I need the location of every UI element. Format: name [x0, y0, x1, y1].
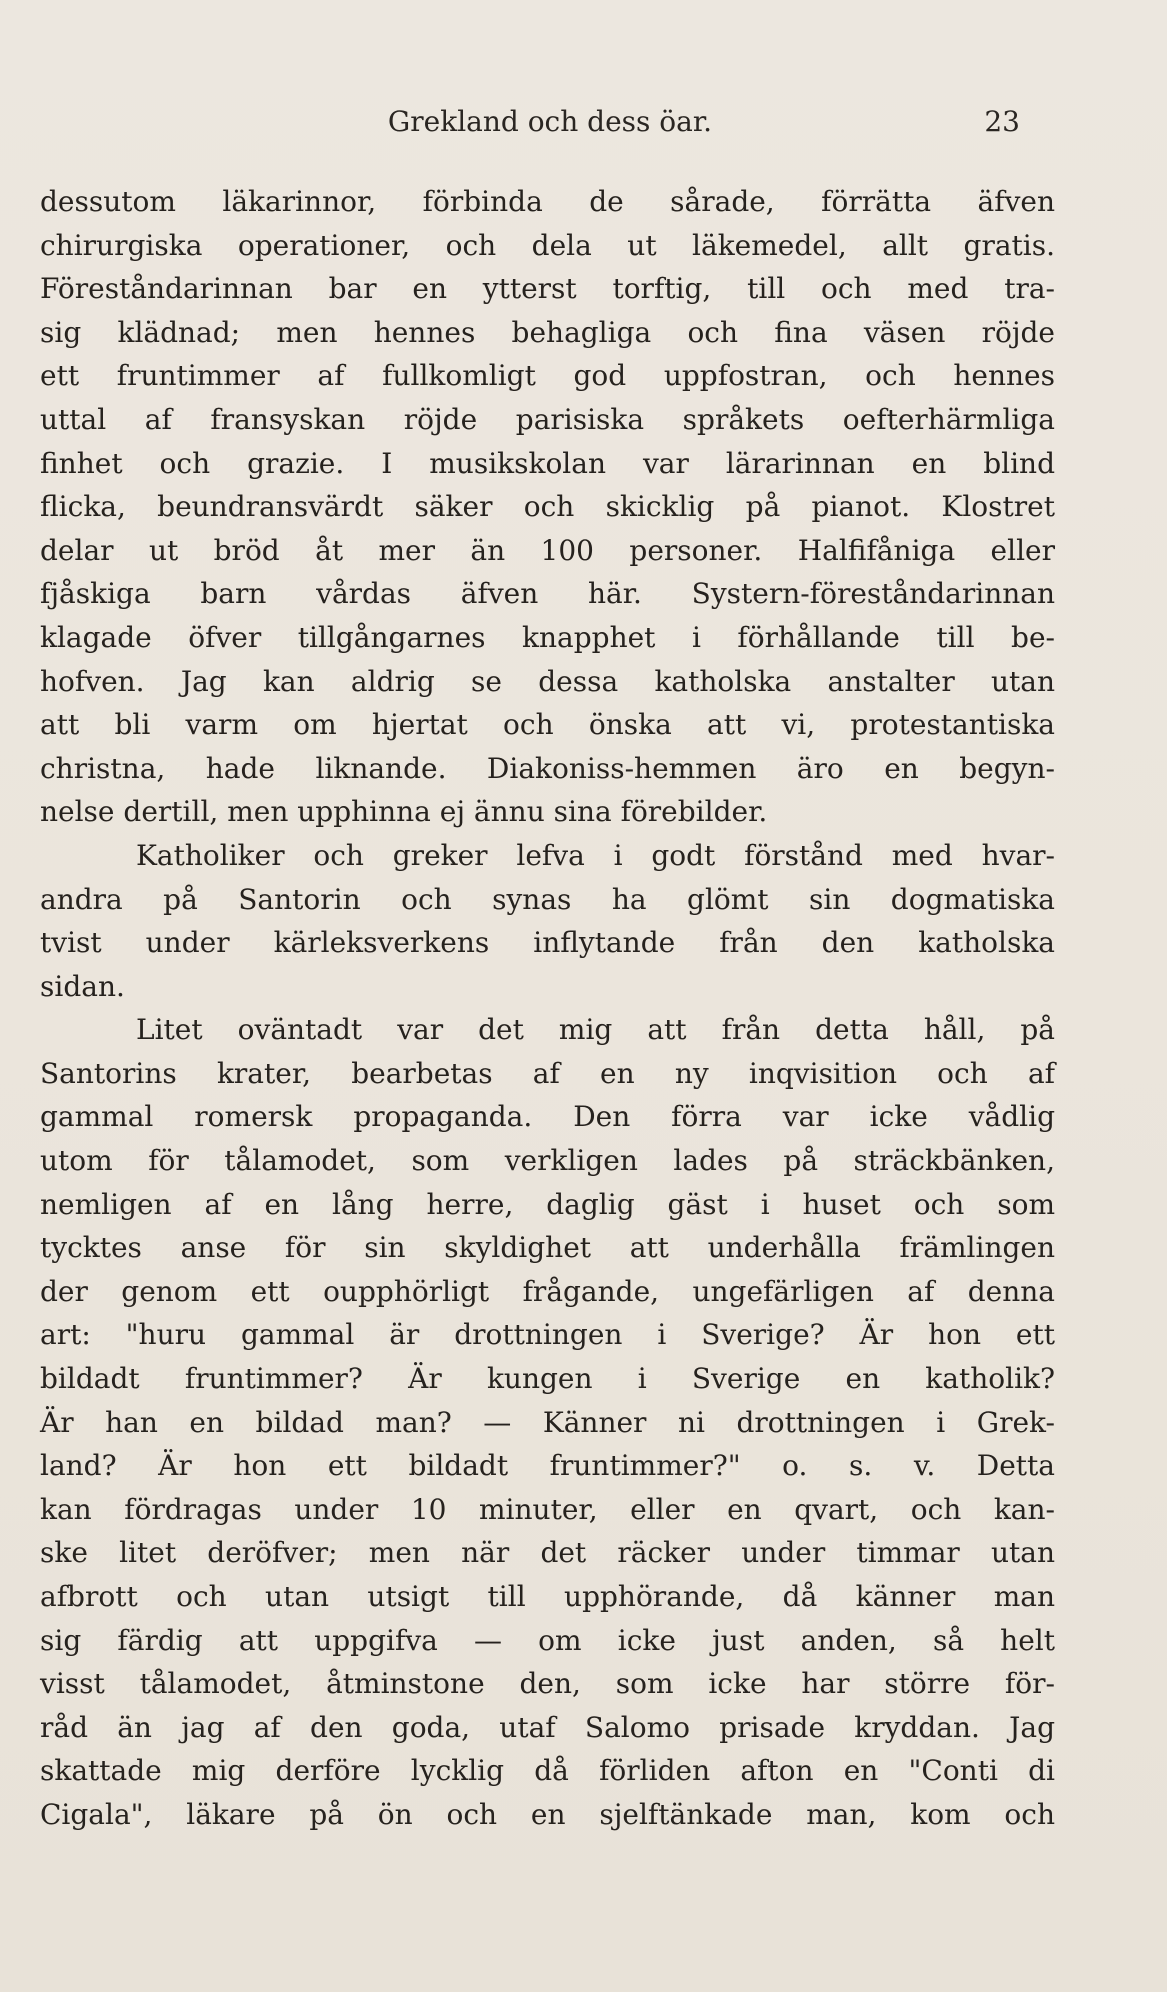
text-line: andra på Santorin och synas ha glömt sin dogmatiska: [40, 882, 1055, 916]
text-line: sig färdig att uppgifva — om icke just anden, så helt: [40, 1623, 1055, 1657]
paragraph: [40, 834, 1055, 1008]
text-line: uttal af fransyskan röjde parisiska språkets oefterhärmliga: [40, 402, 1055, 436]
text-line: gammal romersk propaganda. Den förra var icke vådlig: [40, 1100, 1055, 1134]
text-line: tvist under kärleksverkens inflytande från den katholska: [40, 926, 1055, 960]
text-line: Santorins krater, bearbetas af en ny inqvisition och af: [40, 1056, 1055, 1090]
text-line: fjåskiga barn vårdas äfven här. Systern-föreståndarinnan: [40, 577, 1055, 611]
text-line: nemligen af en lång herre, daglig gäst i huset och som: [40, 1187, 1055, 1221]
text-line: tycktes anse för sin skyldighet att underhålla främlingen: [40, 1231, 1055, 1265]
text-line: hofven. Jag kan aldrig se dessa katholska anstalter utan: [40, 664, 1055, 698]
text-line: sidan.: [40, 969, 125, 1003]
text-line: Är han en bildad man? — Känner ni drottningen i Grek-: [40, 1405, 1055, 1439]
text-line: sig klädnad; men hennes behagliga och fina väsen röjde: [40, 315, 1055, 349]
text-line: delar ut bröd åt mer än 100 personer. Halfifåniga eller: [40, 533, 1055, 567]
text-line: Föreståndarinnan bar en ytterst torftig, till och med tra-: [40, 272, 1055, 306]
text-line: dessutom läkarinnor, förbinda de sårade, förrätta äfven: [40, 185, 1055, 218]
running-head: Grekland och dess öar.: [387, 105, 713, 138]
text-line: råd än jag af den goda, utaf Salomo prisade kryddan. Jag: [40, 1710, 1055, 1744]
text-line: Katholiker och greker lefva i godt förstånd med hvar-: [136, 838, 1055, 872]
text-line: klagade öfver tillgångarnes knapphet i förhållande till be-: [40, 620, 1055, 654]
paragraph: [40, 1008, 1055, 1836]
text-line: visst tålamodet, åtminstone den, som icke har större för-: [40, 1667, 1055, 1701]
text-line: flicka, beundransvärdt säker och skicklig på pianot. Klostret: [40, 490, 1055, 524]
text-line: nelse dertill, men upphinna ej ännu sina förebilder.: [40, 795, 768, 829]
text-line: chirurgiska operationer, och dela ut läkemedel, allt gratis.: [40, 228, 1055, 262]
text-line: kan fördragas under 10 minuter, eller en qvart, och kan-: [40, 1492, 1055, 1526]
text-line: der genom ett oupphörligt frågande, ungefärligen af denna: [40, 1274, 1055, 1308]
text-line: Litet oväntadt var det mig att från detta håll, på: [136, 1013, 1055, 1047]
paragraph: [40, 180, 1055, 834]
text-line: utom för tålamodet, som verkligen lades på sträckbänken,: [40, 1144, 1055, 1178]
text-line: afbrott och utan utsigt till upphörande, då känner man: [40, 1580, 1055, 1613]
text-line: att bli varm om hjertat och önska att vi, protestantiska: [40, 708, 1055, 742]
text-line: finhet och grazie. I musikskolan var lärarinnan en blind: [40, 446, 1055, 480]
text-line: ett fruntimmer af fullkomligt god uppfostran, och hennes: [40, 359, 1055, 393]
text-line: bildadt fruntimmer? Är kungen i Sverige en katholik?: [40, 1362, 1055, 1396]
page-number: 23: [984, 105, 1020, 138]
body-text: [40, 180, 1055, 1837]
page-header: [40, 105, 1060, 145]
text-line: christna, hade liknande. Diakoniss-hemmen äro en begyn-: [40, 751, 1055, 785]
text-line: land? Är hon ett bildadt fruntimmer?" o. s. v. Detta: [40, 1449, 1055, 1483]
text-line: ske litet deröfver; men när det räcker under timmar utan: [40, 1536, 1055, 1570]
text-line: art: "huru gammal är drottningen i Sverige? Är hon ett: [40, 1318, 1055, 1352]
text-line: Cigala", läkare på ön och en sjelftänkade man, kom och: [40, 1797, 1055, 1831]
text-line: skattade mig derföre lycklig då förliden afton en "Conti di: [40, 1754, 1055, 1788]
